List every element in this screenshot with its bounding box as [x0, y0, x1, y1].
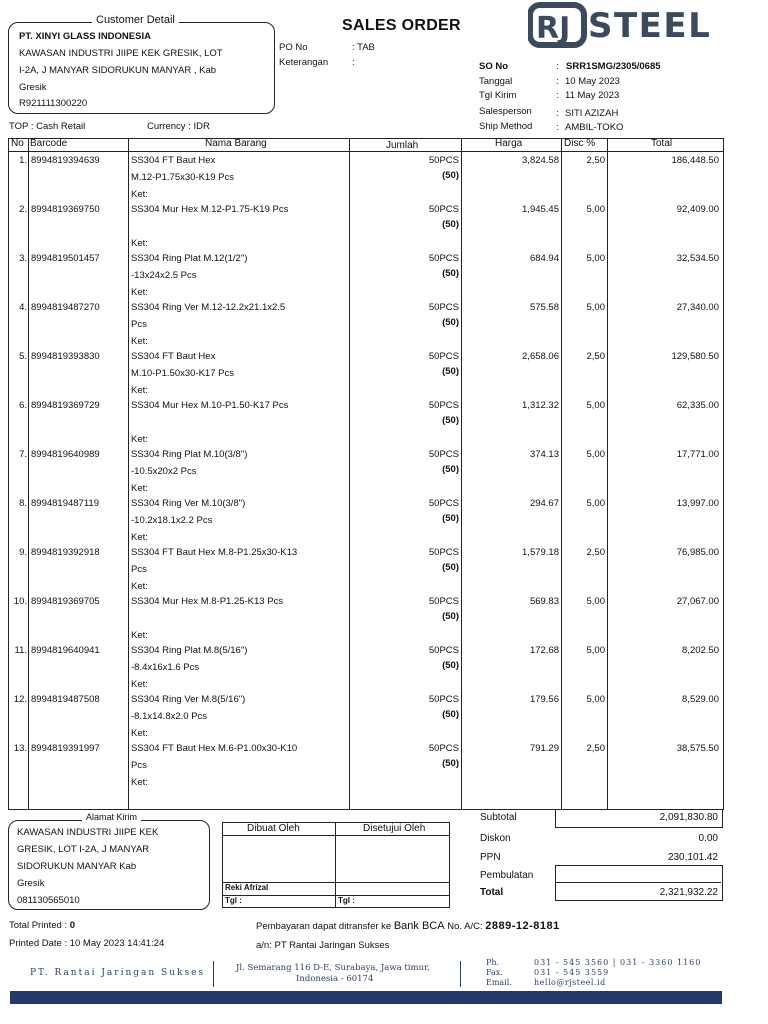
item-name: SS304 FT Baut Hex M.8-P1.25x30-K13: [131, 547, 298, 558]
item-barcode: 8994819487270: [31, 302, 100, 313]
item-name-cont: Pcs: [131, 564, 147, 575]
item-name-cont: -10.2x18.1x2.2 Pcs: [131, 515, 213, 526]
item-qty-count: (50): [442, 513, 459, 524]
item-disc: 2,50: [586, 155, 605, 166]
rj-logo-mark: [528, 2, 590, 48]
item-total: 92,409.00: [676, 204, 719, 215]
table-row: [9, 300, 723, 349]
shipping-legend: Alamat Kirim: [82, 812, 141, 822]
col-header-total: Total: [651, 138, 673, 149]
item-name-cont: -8.4x16x1.6 Pcs: [131, 662, 200, 673]
approver-date: Tgl :: [338, 896, 355, 905]
item-price: 172.68: [529, 645, 559, 656]
item-disc: 2,50: [586, 351, 605, 362]
item-price: 684.94: [529, 253, 559, 264]
item-ket-label: Ket:: [131, 287, 148, 298]
item-name: SS304 FT Baut Hex: [131, 351, 216, 362]
footer-bar: [10, 991, 722, 1004]
so-no-label: SO No: [479, 61, 509, 72]
item-name-cont: Pcs: [131, 760, 147, 771]
item-disc: 5,00: [586, 694, 605, 705]
ship-method-value: AMBIL-TOKO: [565, 122, 624, 133]
item-total: 129,580.50: [671, 351, 719, 362]
item-qty-count: (50): [442, 366, 459, 377]
customer-detail-box: [8, 22, 275, 114]
so-no-value: SRR1SMG/2305/0685: [566, 61, 661, 72]
approved-by-label: Disetujui Oleh: [363, 823, 426, 834]
item-qty: 50PCS: [428, 645, 459, 656]
shipping-address-box: [8, 820, 210, 910]
table-row: [9, 202, 723, 251]
item-no: 5.: [19, 351, 27, 362]
item-barcode: 8994819487508: [31, 694, 100, 705]
item-name: SS304 Mur Hex M.12-P1.75-K19 Pcs: [131, 204, 289, 215]
customer-address-2: I-2A, J MANYAR SIDORUKUN MANYAR , Kab: [19, 65, 217, 76]
payment-ac-label: No. A/C:: [447, 921, 483, 932]
table-row: [9, 153, 723, 202]
item-price: 575.58: [529, 302, 559, 313]
item-disc: 5,00: [586, 302, 605, 313]
item-name-cont: -10.5x20x2 Pcs: [131, 466, 197, 477]
total-label: Total: [480, 887, 504, 898]
po-value: : TAB: [352, 42, 375, 53]
signature-box: [222, 822, 450, 908]
item-qty-count: (50): [442, 611, 459, 622]
ship-line-4: Gresik: [17, 878, 45, 889]
item-qty: 50PCS: [428, 253, 459, 264]
item-qty: 50PCS: [428, 155, 459, 166]
item-qty: 50PCS: [428, 449, 459, 460]
top-terms: TOP : Cash Retail: [9, 121, 86, 132]
item-ket-label: Ket:: [131, 336, 148, 347]
ship-method-label: Ship Method: [479, 121, 533, 132]
items-table: [8, 138, 724, 810]
item-name-cont: -13x24x2.5 Pcs: [131, 270, 197, 281]
footer-email-value: hello@rjsteel.id: [534, 978, 606, 987]
item-qty-count: (50): [442, 562, 459, 573]
item-price: 294.67: [529, 498, 559, 509]
total-printed-count: 0: [69, 920, 76, 931]
item-disc: 5,00: [586, 498, 605, 509]
item-ket-label: Ket:: [131, 434, 148, 445]
item-barcode: 8994819640941: [31, 645, 100, 656]
total-printed-label: Total Printed :: [9, 920, 70, 931]
item-total: 27,067.00: [676, 596, 719, 607]
item-name: SS304 FT Baut Hex: [131, 155, 216, 166]
item-name: SS304 Ring Ver M.8(5/16"): [131, 694, 246, 705]
payment-account-name: a/n: PT Rantai Jaringan Sukses: [256, 940, 390, 951]
total-value: 2,321,932.22: [659, 887, 718, 898]
footer-fax-value: 031 - 545 3559: [534, 968, 610, 977]
item-total: 62,335.00: [676, 400, 719, 411]
item-no: 2.: [19, 204, 27, 215]
item-qty-count: (50): [442, 709, 459, 720]
maker-date: Tgl :: [225, 896, 242, 905]
item-ket-label: Ket:: [131, 630, 148, 641]
salesperson-value: SITI AZIZAH: [565, 108, 619, 119]
tanggal-value: 10 May 2023: [565, 76, 620, 87]
table-row: [9, 447, 723, 496]
item-no: 12.: [13, 694, 27, 705]
item-price: 1,945.45: [522, 204, 559, 215]
item-qty: 50PCS: [428, 743, 459, 754]
item-name: SS304 Ring Plat M.12(1/2"): [131, 253, 248, 264]
item-barcode: 8994819501457: [31, 253, 100, 264]
maker-name: Reki Afrizal: [225, 883, 269, 892]
col-header-harga: Harga: [495, 138, 523, 149]
item-no: 9.: [19, 547, 27, 558]
item-no: 13.: [13, 743, 27, 754]
item-disc: 2,50: [586, 743, 605, 754]
printed-date: Printed Date : 10 May 2023 14:41:24: [9, 938, 165, 949]
tgl-kirim-value: 11 May 2023: [565, 90, 620, 101]
item-no: 11.: [14, 645, 27, 656]
item-total: 27,340.00: [676, 302, 719, 313]
item-ket-label: Ket:: [131, 679, 148, 690]
ppn-value: 230,101.42: [667, 852, 718, 863]
table-row: [9, 643, 723, 692]
item-total: 13,997.00: [676, 498, 719, 509]
item-price: 569.83: [529, 596, 559, 607]
item-disc: 5,00: [586, 204, 605, 215]
footer-fax-label: Fax.: [486, 968, 503, 977]
pembulatan-label: Pembulatan: [480, 870, 534, 881]
item-price: 374.13: [529, 449, 559, 460]
item-name: SS304 Ring Plat M.8(5/16"): [131, 645, 248, 656]
subtotal-label: Subtotal: [480, 812, 517, 823]
customer-address-1: KAWASAN INDUSTRI JIIPE KEK GRESIK, LOT: [19, 48, 223, 59]
item-ket-label: Ket:: [131, 238, 148, 249]
po-label: PO No: [279, 42, 308, 53]
item-qty-count: (50): [442, 317, 459, 328]
item-barcode: 8994819394639: [31, 155, 100, 166]
made-by-label: Dibuat Oleh: [247, 823, 300, 834]
currency: Currency : IDR: [147, 121, 210, 132]
item-name-cont: Pcs: [131, 319, 147, 330]
table-row: [9, 349, 723, 398]
item-no: 4.: [19, 302, 27, 313]
ship-line-2: GRESIK, LOT I-2A, J MANYAR: [17, 844, 150, 855]
item-disc: 5,00: [586, 400, 605, 411]
footer-address-1: Jl. Semarang 116 D-E, Surabaya, Jawa timur,: [236, 963, 430, 973]
customer-name: PT. XINYI GLASS INDONESIA: [19, 31, 151, 42]
item-barcode: 8994819393830: [31, 351, 100, 362]
table-row: [9, 545, 723, 594]
item-total: 32,534.50: [676, 253, 719, 264]
diskon-value: 0.00: [698, 833, 718, 844]
item-no: 6.: [19, 400, 27, 411]
item-disc: 2,50: [586, 547, 605, 558]
item-ket-label: Ket:: [131, 532, 148, 543]
item-ket-label: Ket:: [131, 581, 148, 592]
item-no: 8.: [19, 498, 27, 509]
item-disc: 5,00: [586, 449, 605, 460]
ship-line-3: SIDORUKUN MANYAR Kab: [17, 861, 137, 872]
item-no: 7.: [19, 449, 27, 460]
item-qty: 50PCS: [428, 351, 459, 362]
payment-text: Pembayaran dapat ditransfer ke: [256, 921, 392, 932]
footer-address-2: Indonesia - 60174: [296, 974, 374, 984]
item-price: 2,658.06: [522, 351, 559, 362]
total-printed: [9, 920, 75, 931]
item-qty-count: (50): [442, 415, 459, 426]
item-ket-label: Ket:: [131, 777, 148, 788]
customer-code: R921111300220: [19, 98, 88, 109]
col-header-barcode: Barcode: [30, 138, 68, 149]
item-qty-count: (50): [442, 758, 459, 769]
item-disc: 5,00: [586, 645, 605, 656]
item-barcode: 8994819369705: [31, 596, 100, 607]
table-row: [9, 692, 723, 741]
item-price: 179.56: [529, 694, 559, 705]
item-no: 10.: [13, 596, 27, 607]
item-qty-count: (50): [442, 660, 459, 671]
rjsteel-logo-word: STEEL: [588, 6, 712, 46]
footer-phone-value: 031 - 545 3560 | 031 - 3360 1160: [534, 958, 702, 967]
item-barcode: 8994819392918: [31, 547, 100, 558]
item-price: 1,579.18: [522, 547, 559, 558]
table-row: [9, 741, 723, 790]
item-barcode: 8994819640989: [31, 449, 100, 460]
item-total: 186,448.50: [671, 155, 719, 166]
col-header-nama: Nama Barang: [205, 138, 267, 149]
item-total: 38,575.50: [676, 743, 719, 754]
item-price: 3,824.58: [522, 155, 559, 166]
table-row: [9, 251, 723, 300]
diskon-label: Diskon: [480, 833, 511, 844]
customer-detail-legend: Customer Detail: [92, 14, 179, 26]
item-ket-label: Ket:: [131, 189, 148, 200]
item-qty: 50PCS: [428, 400, 459, 411]
footer-email-label: Email.: [486, 978, 512, 987]
item-barcode: 8994819369729: [31, 400, 100, 411]
item-qty: 50PCS: [428, 302, 459, 313]
ship-phone: 081130565010: [17, 895, 80, 906]
table-row: [9, 594, 723, 643]
item-no: 1.: [19, 155, 27, 166]
item-qty: 50PCS: [428, 498, 459, 509]
ship-line-1: KAWASAN INDUSTRI JIIPE KEK: [17, 827, 159, 838]
item-name: SS304 Ring Ver M.10(3/8"): [131, 498, 246, 509]
item-name: SS304 Ring Ver M.12-12.2x21.1x2.5: [131, 302, 286, 313]
item-ket-label: Ket:: [131, 385, 148, 396]
item-total: 8,529.00: [682, 694, 719, 705]
item-disc: 5,00: [586, 596, 605, 607]
item-price: 791.29: [529, 743, 559, 754]
payment-ac-number: 2889-12-8181: [485, 920, 560, 932]
col-header-disc: Disc %: [564, 138, 596, 149]
item-barcode: 8994819391997: [31, 743, 100, 754]
item-disc: 5,00: [586, 253, 605, 264]
item-name-cont: M.12-P1.75x30-K19 Pcs: [131, 172, 234, 183]
customer-address-3: Gresik: [19, 82, 47, 93]
item-name: SS304 Ring Plat M.10(3/8"): [131, 449, 248, 460]
item-barcode: 8994819369750: [31, 204, 100, 215]
item-qty-count: (50): [442, 268, 459, 279]
salesperson-label: Salesperson: [479, 106, 532, 117]
item-qty: 50PCS: [428, 596, 459, 607]
col-header-jumlah: Jumlah: [386, 140, 419, 151]
item-qty-count: (50): [442, 170, 459, 181]
item-no: 3.: [19, 253, 27, 264]
item-total: 76,985.00: [676, 547, 719, 558]
item-name: SS304 FT Baut Hex M.6-P1.00x30-K10: [131, 743, 298, 754]
payment-bank: Bank BCA: [393, 920, 445, 932]
item-qty: 50PCS: [428, 694, 459, 705]
keterangan-label: Keterangan: [279, 57, 329, 68]
ppn-label: PPN: [480, 852, 501, 863]
item-name-cont: M.10-P1.50x30-K17 Pcs: [131, 368, 234, 379]
table-row: [9, 496, 723, 545]
svg-text:RJ: RJ: [536, 11, 571, 46]
item-barcode: 8994819487119: [31, 498, 99, 509]
tgl-kirim-label: Tgl Kirim: [479, 90, 517, 101]
keterangan-value: :: [352, 57, 355, 68]
item-total: 8,202.50: [682, 645, 719, 656]
item-price: 1,312.32: [522, 400, 559, 411]
item-ket-label: Ket:: [131, 728, 148, 739]
table-row: [9, 398, 723, 447]
item-ket-label: Ket:: [131, 483, 148, 494]
item-qty-count: (50): [442, 219, 459, 230]
item-name-cont: -8.1x14.8x2.0 Pcs: [131, 711, 208, 722]
footer-company: PT. Rantai Jaringan Sukses: [30, 968, 206, 978]
subtotal-value: 2,091,830.80: [659, 812, 718, 823]
tanggal-label: Tanggal: [479, 76, 513, 87]
item-name: SS304 Mur Hex M.10-P1.50-K17 Pcs: [131, 400, 289, 411]
item-qty: 50PCS: [428, 204, 459, 215]
footer-phone-label: Ph.: [486, 958, 500, 967]
item-total: 17,771.00: [676, 449, 719, 460]
document-title: SALES ORDER: [342, 17, 461, 34]
item-qty-count: (50): [442, 464, 459, 475]
payment-info: [256, 920, 560, 932]
item-name: SS304 Mur Hex M.8-P1.25-K13 Pcs: [131, 596, 284, 607]
col-header-no: No: [11, 138, 24, 149]
item-qty: 50PCS: [428, 547, 459, 558]
